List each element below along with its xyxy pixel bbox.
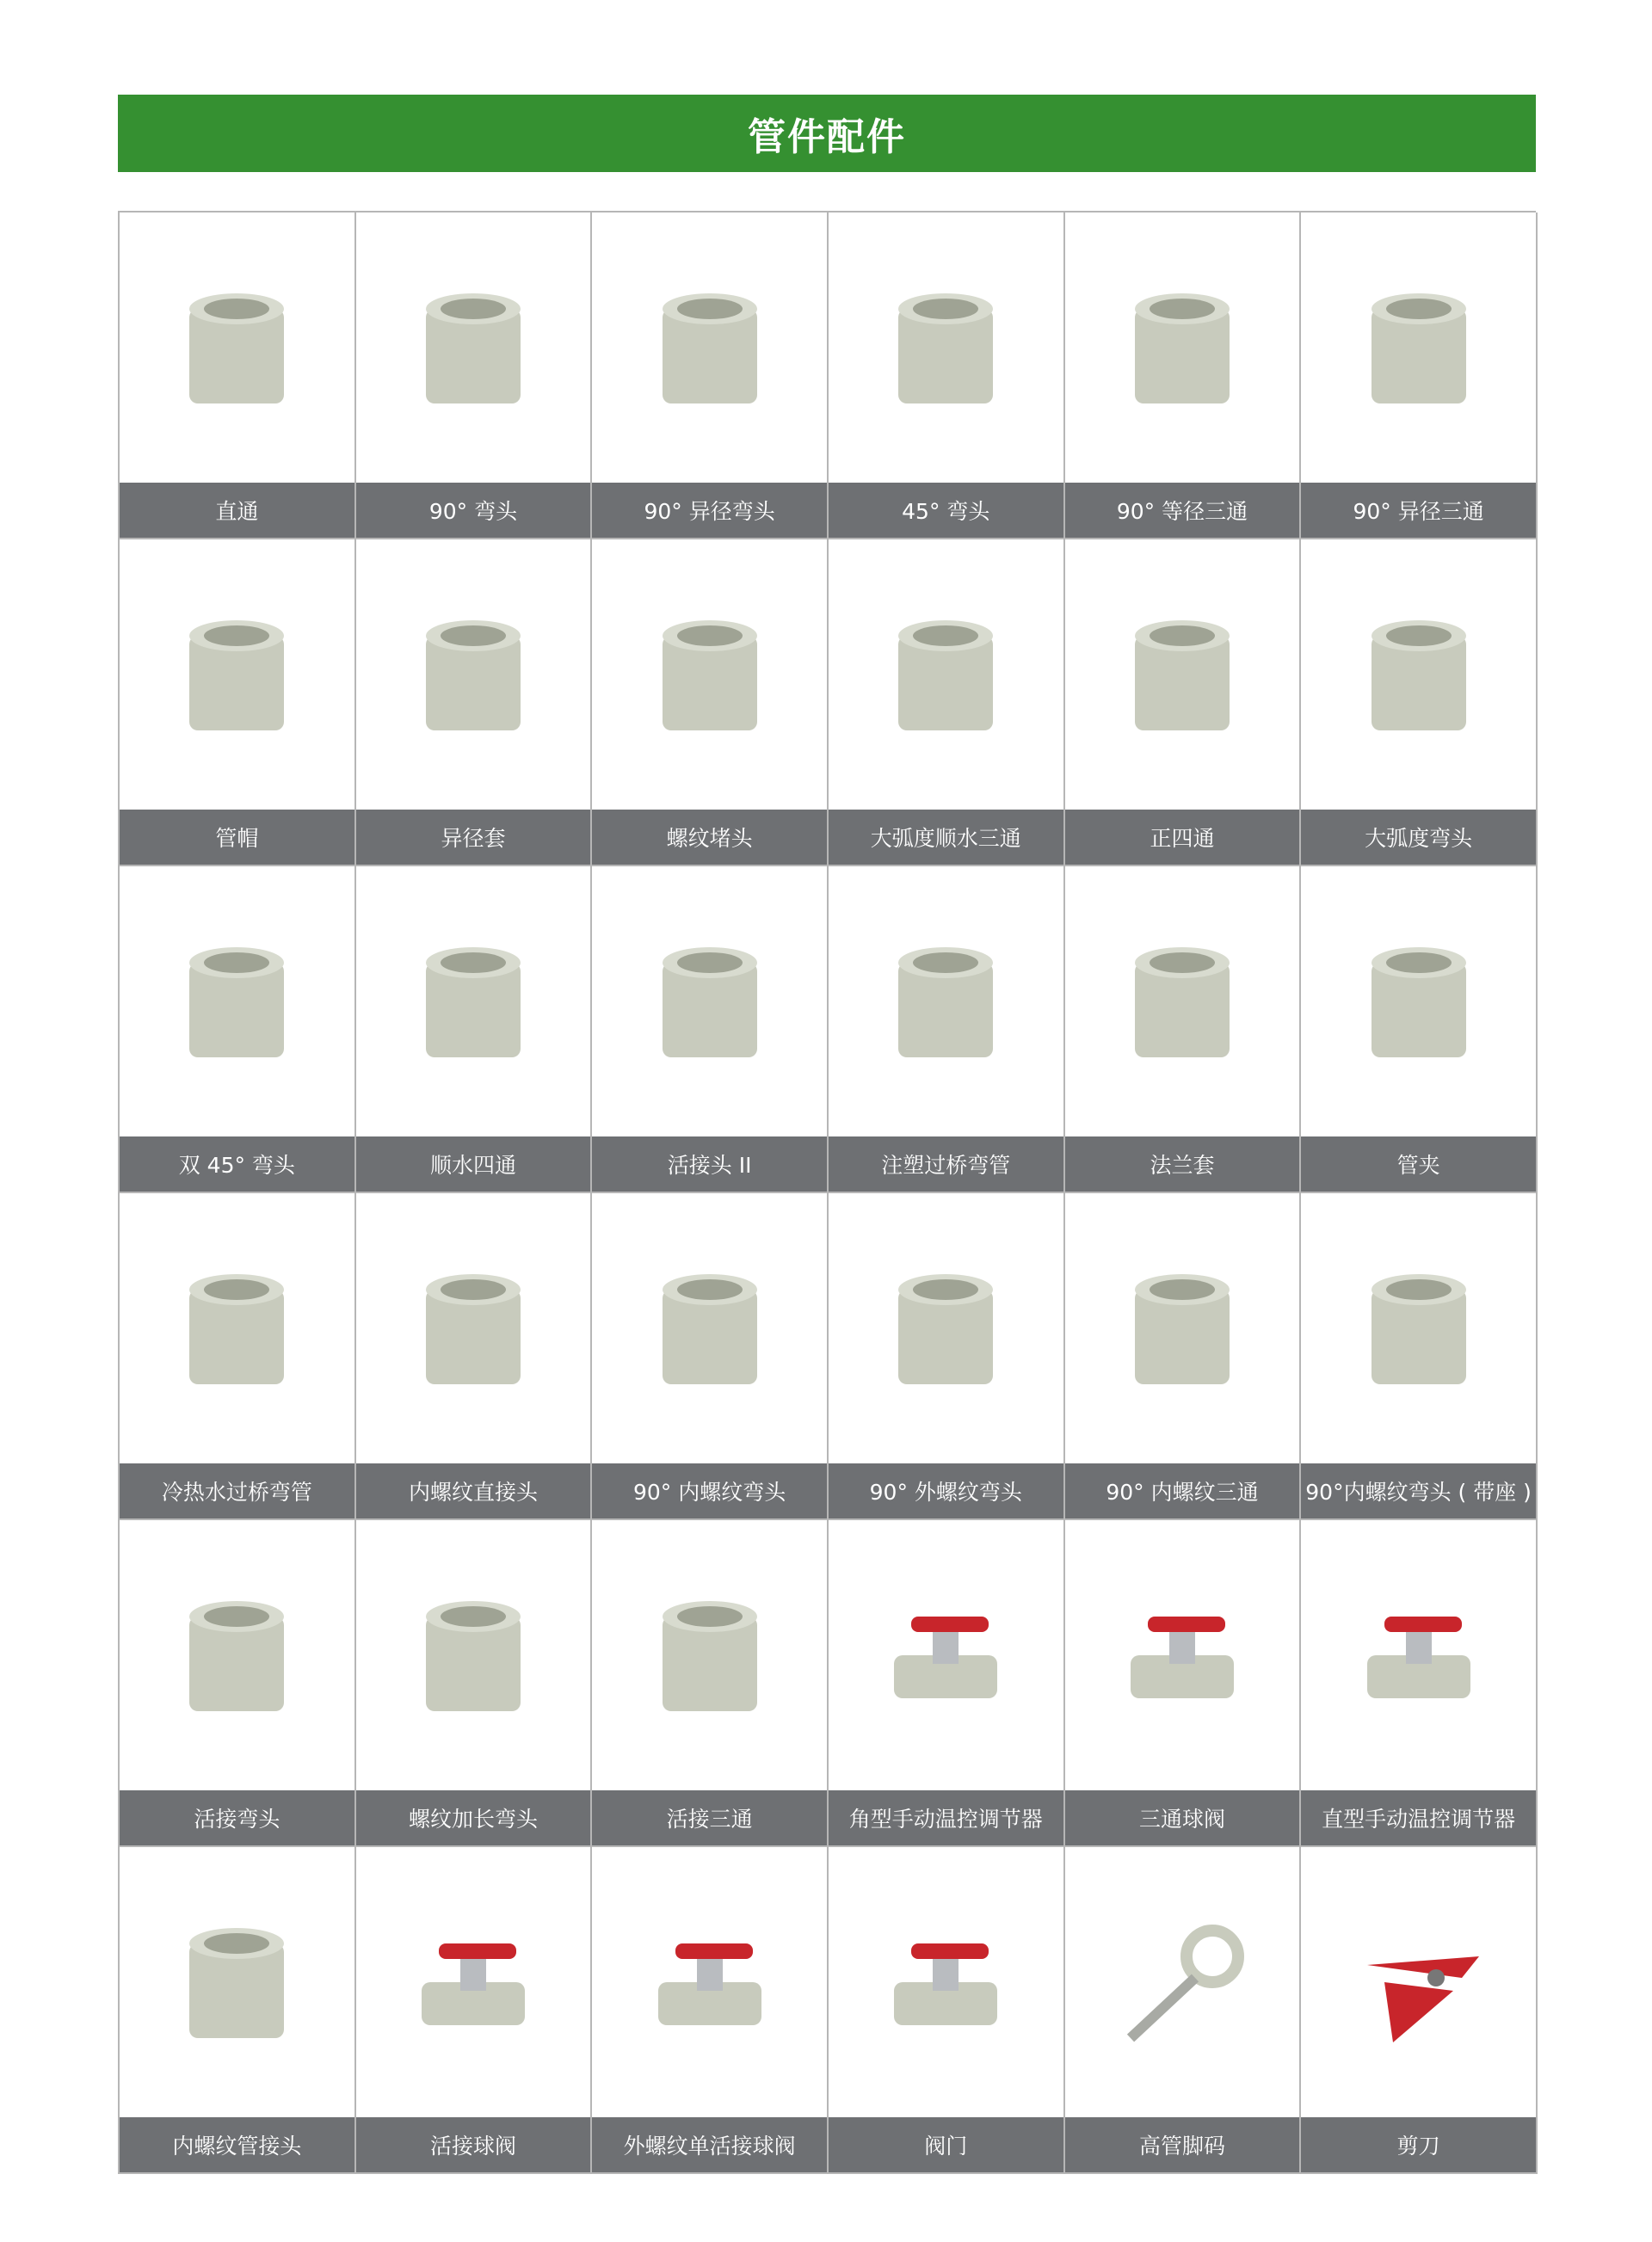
pipe-fitting-icon <box>1096 262 1268 434</box>
product-label: 90° 异径三通 <box>1301 483 1536 538</box>
pipe-fitting-icon <box>860 588 1032 761</box>
valve-icon <box>1333 1569 1505 1741</box>
product-image <box>356 1193 591 1463</box>
product-image <box>1065 1520 1300 1790</box>
product-cell <box>829 539 1065 866</box>
product-image <box>829 1193 1063 1463</box>
pipe-fitting-icon <box>1096 588 1268 761</box>
product-cell <box>1065 1847 1302 2174</box>
product-image <box>1065 866 1300 1136</box>
product-cell <box>1301 1193 1538 1520</box>
product-image <box>592 1520 827 1790</box>
product-cell <box>829 212 1065 539</box>
pipe-fitting-icon <box>1333 588 1505 761</box>
product-image <box>356 1847 591 2117</box>
product-cell <box>1301 1520 1538 1847</box>
product-label: 活接头 II <box>592 1136 827 1192</box>
product-cell <box>120 1847 356 2174</box>
valve-icon <box>387 1896 559 2068</box>
valve-icon <box>860 1896 1032 2068</box>
product-image <box>1065 539 1300 810</box>
product-cell <box>356 866 593 1193</box>
product-label: 90° 异径弯头 <box>592 483 827 538</box>
product-image <box>120 866 354 1136</box>
product-grid <box>118 211 1536 2174</box>
product-cell <box>120 1193 356 1520</box>
product-label: 法兰套 <box>1065 1136 1300 1192</box>
product-image <box>1301 866 1536 1136</box>
product-image <box>829 539 1063 810</box>
product-label: 内螺纹管接头 <box>120 2117 354 2172</box>
product-image <box>1065 1847 1300 2117</box>
product-cell <box>356 1193 593 1520</box>
product-image <box>356 539 591 810</box>
bracket-icon <box>1096 1896 1268 2068</box>
product-cell <box>592 212 829 539</box>
product-label: 90° 外螺纹弯头 <box>829 1463 1063 1518</box>
product-label: 正四通 <box>1065 810 1300 865</box>
product-label: 注塑过桥弯管 <box>829 1136 1063 1192</box>
product-cell <box>592 1520 829 1847</box>
product-label: 大弧度顺水三通 <box>829 810 1063 865</box>
product-label: 三通球阀 <box>1065 1790 1300 1845</box>
pipe-fitting-icon <box>624 262 796 434</box>
pipe-fitting-icon <box>151 1569 323 1741</box>
product-label: 管夹 <box>1301 1136 1536 1192</box>
product-cell <box>356 539 593 866</box>
pipe-fitting-icon <box>860 1242 1032 1414</box>
product-image <box>1301 212 1536 483</box>
pipe-fitting-icon <box>624 588 796 761</box>
product-image <box>120 1193 354 1463</box>
pipe-fitting-icon <box>387 262 559 434</box>
product-cell <box>1301 866 1538 1193</box>
product-label: 管帽 <box>120 810 354 865</box>
pipe-fitting-icon <box>624 1242 796 1414</box>
product-cell <box>592 1847 829 2174</box>
product-label: 90°内螺纹弯头 ( 带座 ) <box>1301 1463 1536 1518</box>
product-image <box>592 539 827 810</box>
product-cell <box>356 212 593 539</box>
product-image <box>356 1520 591 1790</box>
pipe-fitting-icon <box>151 1242 323 1414</box>
pipe-fitting-icon <box>1096 915 1268 1087</box>
product-cell <box>356 1520 593 1847</box>
product-cell <box>592 539 829 866</box>
product-cell <box>829 1193 1065 1520</box>
product-image <box>829 1847 1063 2117</box>
product-label: 顺水四通 <box>356 1136 591 1192</box>
product-image <box>356 866 591 1136</box>
valve-icon <box>860 1569 1032 1741</box>
product-label: 90° 弯头 <box>356 483 591 538</box>
product-cell <box>120 866 356 1193</box>
product-label: 冷热水过桥弯管 <box>120 1463 354 1518</box>
product-image <box>829 212 1063 483</box>
pipe-fitting-icon <box>1333 915 1505 1087</box>
product-image <box>1301 539 1536 810</box>
pipe-fitting-icon <box>860 262 1032 434</box>
product-image <box>120 1520 354 1790</box>
pipe-fitting-icon <box>151 1896 323 2068</box>
product-image <box>592 866 827 1136</box>
product-label: 螺纹加长弯头 <box>356 1790 591 1845</box>
product-image <box>1301 1520 1536 1790</box>
product-image <box>592 1193 827 1463</box>
product-label: 双 45° 弯头 <box>120 1136 354 1192</box>
product-label: 外螺纹单活接球阀 <box>592 2117 827 2172</box>
product-image <box>592 1847 827 2117</box>
product-label: 异径套 <box>356 810 591 865</box>
product-cell <box>120 539 356 866</box>
product-image <box>592 212 827 483</box>
product-cell <box>120 212 356 539</box>
product-label: 内螺纹直接头 <box>356 1463 591 1518</box>
product-label: 活接三通 <box>592 1790 827 1845</box>
pipe-fitting-icon <box>624 1569 796 1741</box>
product-image <box>1065 1193 1300 1463</box>
pipe-fitting-icon <box>387 1569 559 1741</box>
product-image <box>1301 1847 1536 2117</box>
pipe-fitting-icon <box>624 915 796 1087</box>
product-cell <box>592 1193 829 1520</box>
product-image <box>1301 1193 1536 1463</box>
pipe-fitting-icon <box>1096 1242 1268 1414</box>
product-image <box>120 1847 354 2117</box>
product-cell <box>829 866 1065 1193</box>
product-cell <box>1065 866 1302 1193</box>
product-image <box>1065 212 1300 483</box>
pipe-fitting-icon <box>387 1242 559 1414</box>
product-label: 直型手动温控调节器 <box>1301 1790 1536 1845</box>
product-cell <box>356 1847 593 2174</box>
product-label: 45° 弯头 <box>829 483 1063 538</box>
product-label: 90° 内螺纹三通 <box>1065 1463 1300 1518</box>
product-label: 螺纹堵头 <box>592 810 827 865</box>
scissors-icon <box>1333 1896 1505 2068</box>
product-cell <box>829 1520 1065 1847</box>
product-image <box>120 212 354 483</box>
pipe-fitting-icon <box>1333 262 1505 434</box>
page-title: 管件配件 <box>748 115 906 159</box>
product-label: 大弧度弯头 <box>1301 810 1536 865</box>
pipe-fitting-icon <box>1333 1242 1505 1414</box>
product-cell <box>1301 212 1538 539</box>
product-label: 剪刀 <box>1301 2117 1536 2172</box>
pipe-fitting-icon <box>860 915 1032 1087</box>
pipe-fitting-icon <box>151 588 323 761</box>
product-label: 直通 <box>120 483 354 538</box>
product-cell <box>592 866 829 1193</box>
product-cell <box>1301 539 1538 866</box>
product-label: 角型手动温控调节器 <box>829 1790 1063 1845</box>
product-label: 活接球阀 <box>356 2117 591 2172</box>
product-label: 90° 内螺纹弯头 <box>592 1463 827 1518</box>
title-banner <box>118 95 1536 172</box>
pipe-fitting-icon <box>387 915 559 1087</box>
product-label: 90° 等径三通 <box>1065 483 1300 538</box>
product-cell <box>1065 1193 1302 1520</box>
product-cell <box>829 1847 1065 2174</box>
product-image <box>829 1520 1063 1790</box>
valve-icon <box>624 1896 796 2068</box>
product-label: 高管脚码 <box>1065 2117 1300 2172</box>
product-cell <box>120 1520 356 1847</box>
pipe-fitting-icon <box>151 915 323 1087</box>
product-cell <box>1065 212 1302 539</box>
product-cell <box>1301 1847 1538 2174</box>
pipe-fitting-icon <box>151 262 323 434</box>
product-image <box>120 539 354 810</box>
product-cell <box>1065 1520 1302 1847</box>
product-cell <box>1065 539 1302 866</box>
product-image <box>829 866 1063 1136</box>
product-image <box>356 212 591 483</box>
product-label: 活接弯头 <box>120 1790 354 1845</box>
product-label: 阀门 <box>829 2117 1063 2172</box>
pipe-fitting-icon <box>387 588 559 761</box>
valve-icon <box>1096 1569 1268 1741</box>
